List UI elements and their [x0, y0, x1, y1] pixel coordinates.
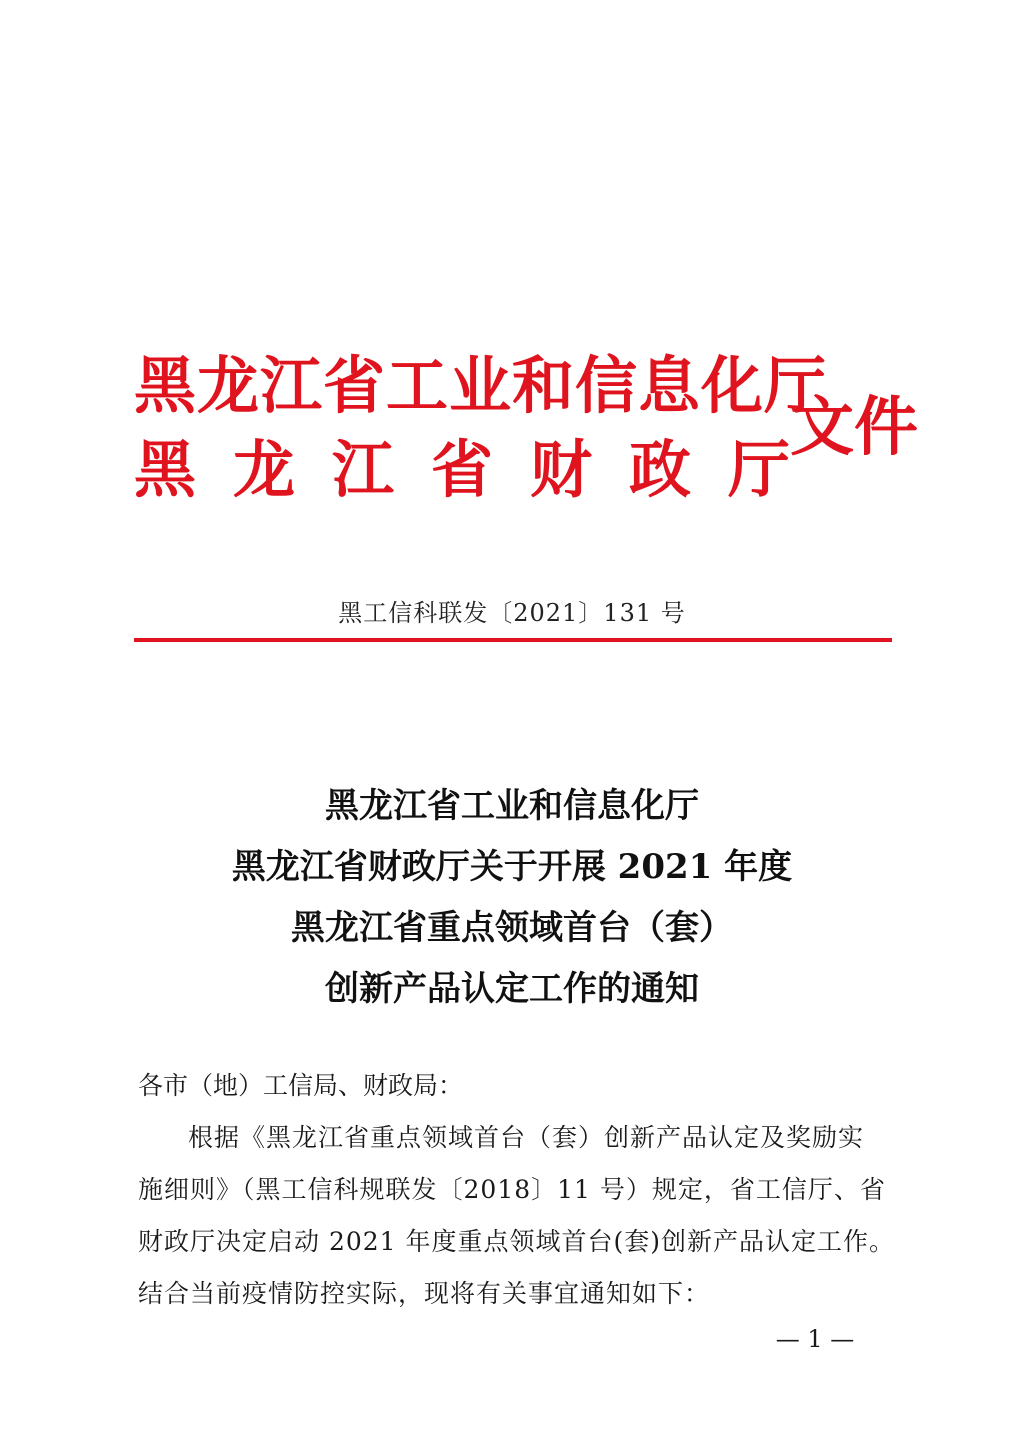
page-number: — 1 — [775, 1325, 855, 1353]
paragraph-line: 根据《黑龙江省重点领域首台（套）创新产品认定及奖励实 [188, 1123, 865, 1152]
paragraph-line: 财政厅决定启动 2021 年度重点领域首台(套)创新产品认定工作。 [138, 1227, 896, 1256]
title-line: 黑龙江省工业和信息化厅 [325, 786, 699, 826]
title-line: 创新产品认定工作的通知 [325, 969, 699, 1009]
salutation: 各市（地）工信局、财政局： [138, 1071, 464, 1100]
title-line: 黑龙江省重点领域首台（套） [291, 908, 733, 948]
paragraph-line: 结合当前疫情防控实际，现将有关事宜通知如下： [138, 1279, 711, 1308]
document-number: 黑工信科联发〔2021〕131 号 [338, 599, 686, 627]
document-type-label: 文件 [790, 391, 918, 465]
document-title [0, 776, 1024, 1020]
body-text [138, 1060, 896, 1320]
paragraph-line: 施细则》（黑工信科规联发〔2018〕11 号）规定，省工信厅、省 [138, 1175, 886, 1204]
red-divider-line [134, 638, 892, 642]
issuer-name-industry: 黑龙江省工业和信息化厅 [134, 349, 828, 422]
red-header [134, 349, 918, 520]
title-line: 黑龙江省财政厅关于开展 2021 年度 [231, 847, 793, 887]
issuer-name-finance: 黑龙江省财政厅 [134, 433, 828, 506]
